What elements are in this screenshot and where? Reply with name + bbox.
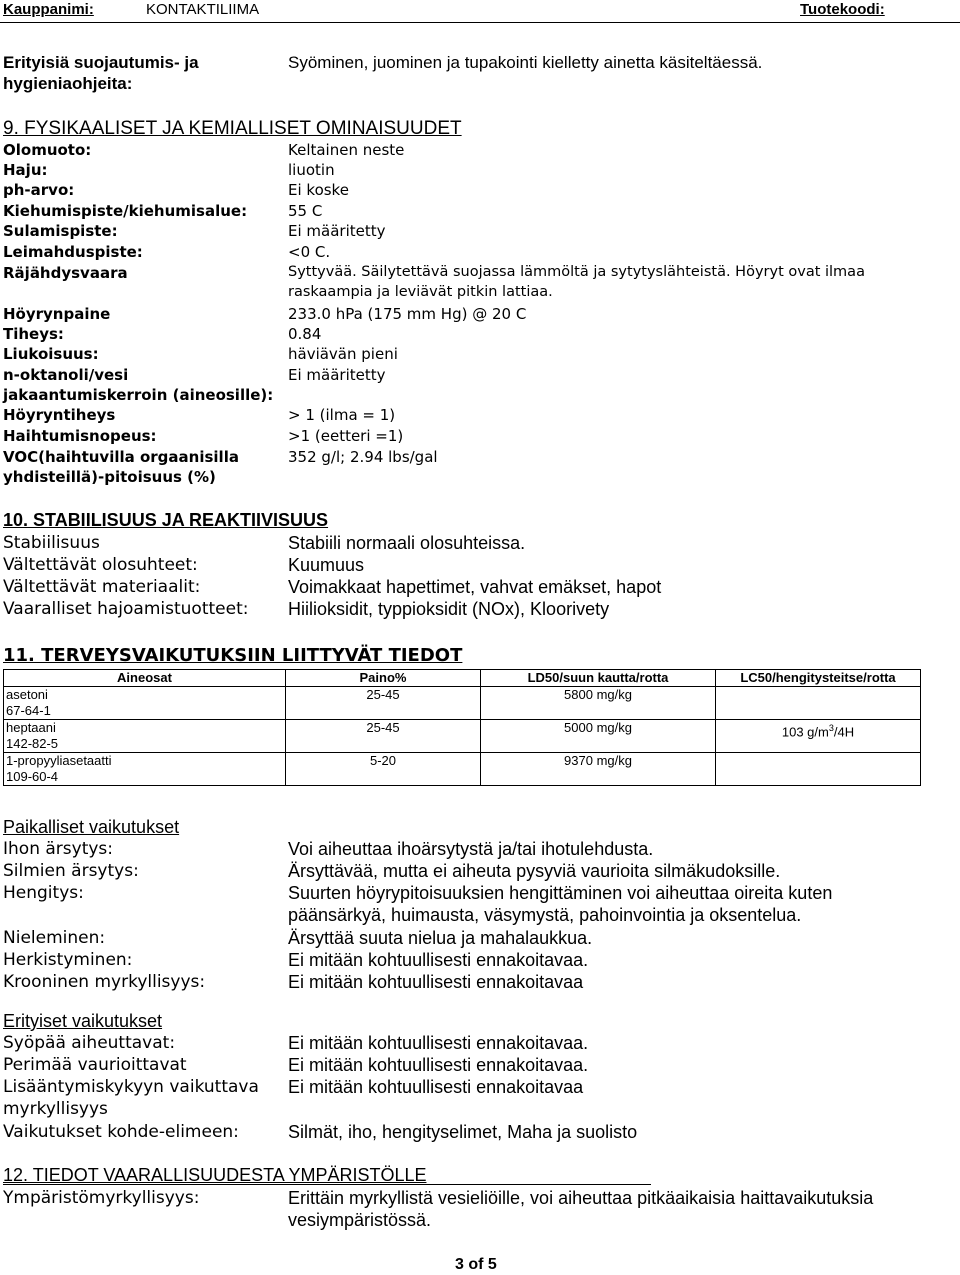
col-header-lc50: LC50/hengitysteitse/rotta — [716, 670, 921, 687]
prop-value-vapor-pressure: 233.0 hPa (175 mm Hg) @ 20 C — [288, 305, 527, 323]
carcinogenic-value: Ei mitään kohtuullisesti ennakoitavaa. — [288, 1033, 589, 1053]
section-12-title: 12. TIEDOT VAARALLISUUDESTA YMPÄRISTÖLLE — [3, 1165, 427, 1185]
mutagenic-value: Ei mitään kohtuullisesti ennakoitavaa. — [288, 1055, 589, 1075]
eye-irritation-label: Silmien ärsytys: — [3, 861, 139, 881]
weight-cell: 25-45 — [286, 720, 481, 753]
ingredient-cell — [4, 720, 286, 753]
prop-label-partition: n-oktanoli/vesi — [3, 366, 129, 384]
mutagenic-label: Perimää vaurioittavat — [3, 1055, 187, 1075]
lc50-cell — [716, 720, 921, 753]
local-effects-heading: Paikalliset vaikutukset — [3, 817, 180, 837]
prop-label-melting: Sulamispiste: — [3, 222, 118, 240]
lc50-unit: /4H — [833, 724, 855, 740]
skin-irritation-value: Voi aiheuttaa ihoärsytystä ja/tai ihotulehdusta. — [288, 839, 654, 859]
prop-label-partition-line2: jakaantumiskerroin (aineosille): — [3, 386, 274, 404]
product-code-label: Tuotekoodi: — [800, 1, 885, 18]
prop-label-explosion: Räjähdysvaara — [3, 264, 128, 282]
hygiene-value: Syöminen, juominen ja tupakointi kielletty ainetta käsiteltäessä. — [288, 53, 763, 72]
ld50-cell: 5800 mg/kg — [481, 687, 716, 720]
section-10-title: 10. STABIILISUUS JA REAKTIIVISUUS — [3, 510, 329, 530]
prop-value-vapor-density: > 1 (ilma = 1) — [288, 406, 396, 424]
lc50-cell — [716, 753, 921, 786]
avoid-conditions-label: Vältettävät olosuhteet: — [3, 555, 198, 575]
page-header — [0, 0, 960, 23]
sensitization-value: Ei mitään kohtuullisesti ennakoitavaa. — [288, 950, 589, 970]
lc50-value: 103 g/m — [781, 724, 829, 740]
trade-name-label: Kauppanimi: — [3, 1, 94, 18]
weight-cell: 25-45 — [286, 687, 481, 720]
skin-irritation-label: Ihon ärsytys: — [3, 839, 114, 859]
toxicity-table — [3, 669, 921, 786]
env-toxicity-value-line2: vesiympäristössä. — [288, 1210, 432, 1230]
sensitization-label: Herkistyminen: — [3, 950, 133, 970]
prop-label-density: Tiheys: — [3, 325, 64, 343]
prop-value-melting: Ei määritetty — [288, 222, 386, 240]
carcinogenic-label: Syöpää aiheuttavat: — [3, 1033, 176, 1053]
lc50-cell — [716, 687, 921, 720]
prop-label-vapor-density: Höyryntiheys — [3, 406, 116, 424]
prop-value-density: 0.84 — [288, 325, 322, 343]
prop-value-partition: Ei määritetty — [288, 366, 386, 384]
inhalation-value: Suurten höyrypitoisuuksien hengittäminen voi aiheuttaa oireita kuten — [288, 883, 833, 903]
prop-value-flashpoint: <0 C. — [288, 243, 331, 261]
section-11-title: 11. TERVEYSVAIKUTUKSIIN LIITTYVÄT TIEDOT — [3, 645, 463, 666]
stability-value: Stabiili normaali olosuhteissa. — [288, 533, 526, 553]
avoid-conditions-value: Kuumuus — [288, 555, 365, 575]
cas-number: 109-60-4 — [6, 769, 59, 784]
col-header-ld50: LD50/suun kautta/rotta — [481, 670, 716, 687]
ld50-cell: 9370 mg/kg — [481, 753, 716, 786]
table-header-row — [4, 670, 921, 687]
target-organ-value: Silmät, iho, hengityselimet, Maha ja suolisto — [288, 1122, 638, 1142]
product-name: KONTAKTILIIMA — [146, 1, 260, 18]
reproductive-label-line2: myrkyllisyys — [3, 1099, 108, 1119]
ingestion-label: Nieleminen: — [3, 928, 106, 948]
col-header-ingredient: Aineosat — [4, 670, 286, 687]
avoid-materials-value: Voimakkaat hapettimet, vahvat emäkset, hapot — [288, 577, 662, 597]
section-12-rule — [3, 1184, 651, 1185]
table-row — [4, 687, 921, 720]
prop-value-appearance: Keltainen neste — [288, 141, 405, 159]
col-header-weight: Paino% — [286, 670, 481, 687]
prop-value-voc: 352 g/l; 2.94 lbs/gal — [288, 448, 438, 466]
prop-label-vapor-pressure: Höyrynpaine — [3, 305, 111, 323]
reproductive-value: Ei mitään kohtuullisesti ennakoitavaa — [288, 1077, 584, 1097]
cas-number: 142-82-5 — [6, 736, 59, 751]
ingredient-cell — [4, 753, 286, 786]
inhalation-label: Hengitys: — [3, 883, 84, 903]
ld50-cell: 5000 mg/kg — [481, 720, 716, 753]
prop-label-appearance: Olomuoto: — [3, 141, 92, 159]
prop-value-solubility: häviävän pieni — [288, 345, 398, 363]
ingredient-name: 1-propyyliasetaatti — [6, 753, 112, 768]
decomposition-value: Hiilioksidit, typpioksidit (NOx), Kloorivety — [288, 599, 610, 619]
inhalation-value-line2: päänsärkyä, huimausta, väsymystä, pahoinvointia ja oksentelua. — [288, 905, 802, 925]
prop-value-evaporation: >1 (eetteri =1) — [288, 427, 404, 445]
special-effects-heading: Erityiset vaikutukset — [3, 1011, 163, 1031]
prop-value-explosion: Syttyvää. Säilytettävä suojassa lämmöltä ja sytytyslähteistä. Höyryt ovat ilmaa — [288, 264, 865, 280]
hygiene-label-line1: Erityisiä suojautumis- ja — [3, 53, 199, 72]
prop-value-odor: liuotin — [288, 161, 335, 179]
env-toxicity-label: Ympäristömyrkyllisyys: — [3, 1188, 200, 1208]
section-9-title: 9. FYSIKAALISET JA KEMIALLISET OMINAISUUDET — [3, 118, 462, 139]
prop-label-flashpoint: Leimahduspiste: — [3, 243, 143, 261]
ingredient-name: heptaani — [6, 720, 56, 735]
table-row — [4, 720, 921, 753]
lc50-exponent: 3 — [828, 723, 834, 733]
prop-label-ph: ph-arvo: — [3, 181, 75, 199]
prop-value-boiling: 55 C — [288, 202, 323, 220]
ingredient-name: asetoni — [6, 687, 48, 702]
prop-label-odor: Haju: — [3, 161, 48, 179]
cas-number: 67-64-1 — [6, 703, 51, 718]
prop-label-boiling: Kiehumispiste/kiehumisalue: — [3, 202, 248, 220]
reproductive-label: Lisääntymiskykyyn vaikuttava — [3, 1077, 259, 1097]
eye-irritation-value: Ärsyttävää, mutta ei aiheuta pysyviä vaurioita silmäkudoksille. — [288, 861, 781, 881]
decomposition-label: Vaaralliset hajoamistuotteet: — [3, 599, 249, 619]
prop-value-explosion-line2: raskaampia ja leviävät pitkin lattiaa. — [288, 284, 553, 300]
env-toxicity-value: Erittäin myrkyllistä vesieliöille, voi aiheuttaa pitkäaikaisia haittavaikutuksia — [288, 1188, 874, 1208]
prop-value-ph: Ei koske — [288, 181, 349, 199]
table-row — [4, 753, 921, 786]
stability-label: Stabiilisuus — [3, 533, 100, 553]
prop-label-voc-line2: yhdisteillä)-pitoisuus (%) — [3, 468, 216, 486]
hygiene-label-line2: hygieniaohjeita: — [3, 74, 133, 93]
prop-label-solubility: Liukoisuus: — [3, 345, 99, 363]
target-organ-label: Vaikutukset kohde-elimeen: — [3, 1122, 239, 1142]
weight-cell: 5-20 — [286, 753, 481, 786]
ingestion-value: Ärsyttää suuta nielua ja mahalaukkua. — [288, 928, 593, 948]
ingredient-cell — [4, 687, 286, 720]
avoid-materials-label: Vältettävät materiaalit: — [3, 577, 201, 597]
prop-label-evaporation: Haihtumisnopeus: — [3, 427, 157, 445]
chronic-toxicity-value: Ei mitään kohtuullisesti ennakoitavaa — [288, 972, 584, 992]
chronic-toxicity-label: Krooninen myrkyllisyys: — [3, 972, 206, 992]
page-number: 3 of 5 — [455, 1256, 497, 1273]
prop-label-voc: VOC(haihtuvilla orgaanisilla — [3, 448, 239, 466]
